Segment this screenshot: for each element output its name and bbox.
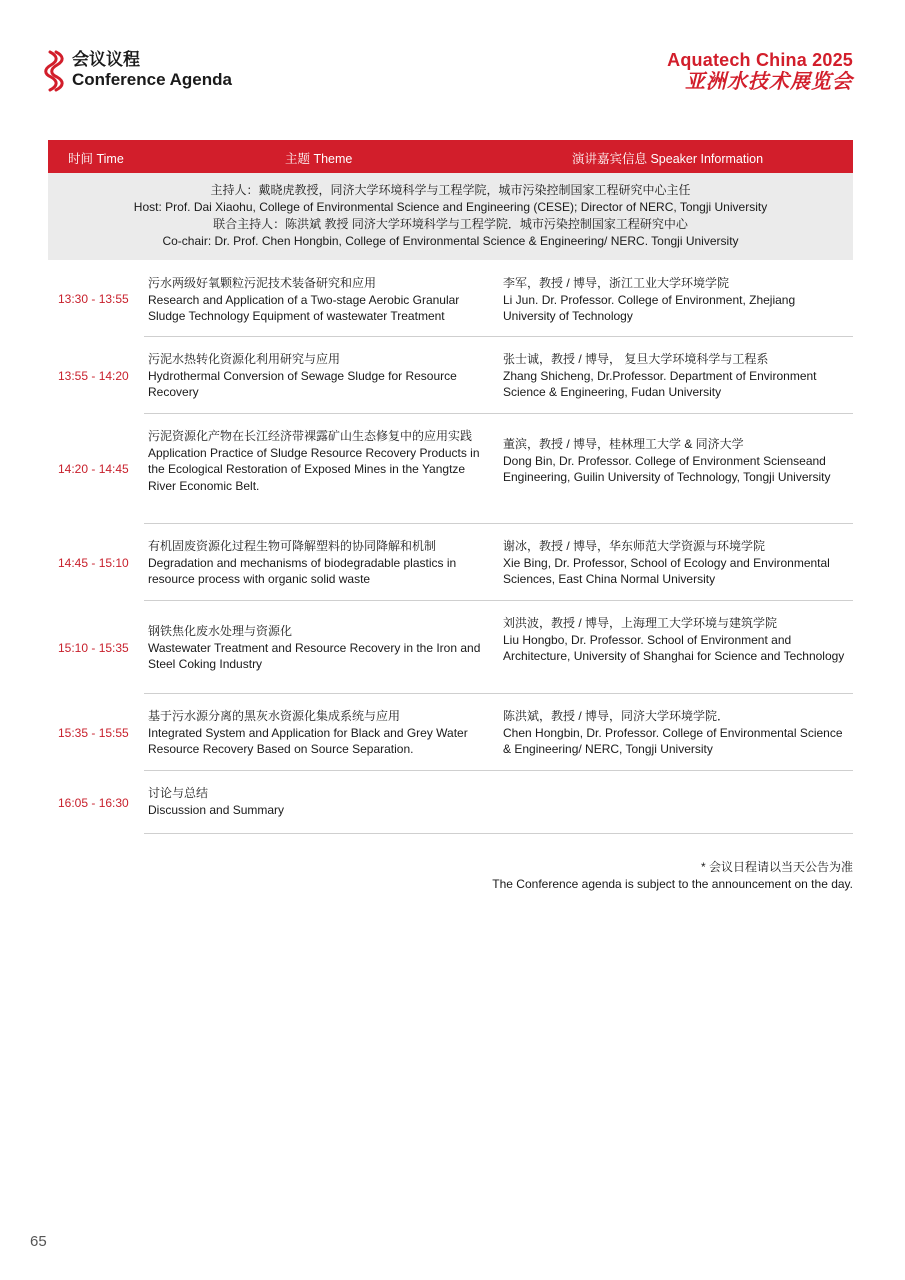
theme-en: Discussion and Summary <box>148 802 285 817</box>
speaker-zh: 谢冰，教授 / 博导，华东师范大学资源与环境学院 <box>503 539 766 553</box>
speaker-en: Xie Bing, Dr. Professor, School of Ecology and Environmental Sciences, East China Normal University <box>503 555 830 586</box>
agenda-row <box>48 524 853 601</box>
page-title-zh: 会议议程 <box>72 50 140 69</box>
theme-zh: 讨论与总结 <box>148 786 209 800</box>
agenda-table-header <box>48 140 853 173</box>
session-speaker <box>503 538 848 588</box>
speaker-zh: 刘洪波，教授 / 博导，上海理工大学环境与建筑学院 <box>503 616 778 630</box>
column-header-time: 时间 Time <box>68 152 124 166</box>
session-theme <box>148 428 493 494</box>
page-heading <box>72 50 232 90</box>
session-theme <box>148 351 493 401</box>
agenda-row <box>48 260 853 337</box>
theme-zh: 有机固废资源化过程生物可降解塑料的协同降解和机制 <box>148 539 437 553</box>
theme-zh: 污泥水热转化资源化利用研究与应用 <box>148 352 341 366</box>
agenda-row <box>48 694 853 771</box>
column-header-speaker: 演讲嘉宾信息 Speaker Information <box>572 152 764 166</box>
theme-en: Hydrothermal Conversion of Sewage Sludge for Resource Recovery <box>148 368 457 399</box>
session-theme <box>148 275 493 325</box>
session-time: 13:30 - 13:55 <box>58 292 129 306</box>
host-line-en: Host: Prof. Dai Xiaohu, College of Environmental Science and Engineering (CESE); Director of NERC, Tongji University <box>133 200 768 214</box>
page-title-en: Conference Agenda <box>72 70 232 89</box>
speaker-zh: 李军，教授 / 博导，浙江工业大学环境学院 <box>503 276 730 290</box>
theme-en: Wastewater Treatment and Resource Recovery in the Iron and Steel Coking Industry <box>148 640 481 671</box>
speaker-zh: 陈洪斌，教授 / 博导，同济大学环境学院． <box>503 709 730 723</box>
session-time: 14:45 - 15:10 <box>58 556 129 570</box>
theme-en: Application Practice of Sludge Resource Recovery Products in the Ecological Restoration of Exposed Mines in the Yangtze River Economic Belt. <box>148 445 480 493</box>
disclaimer-en: The Conference agenda is subject to the announcement on the day. <box>492 877 853 891</box>
cochair-line-en: Co-chair: Dr. Prof. Chen Hongbin, College of Environmental Science & Engineering/ NERC. Tongji University <box>162 234 739 248</box>
speaker-en: Chen Hongbin, Dr. Professor. College of Environmental Science & Engineering/ NERC, Tongji University <box>503 725 843 756</box>
theme-zh: 污水两级好氧颗粒污泥技术装备研究和应用 <box>148 276 377 290</box>
column-header-theme: 主题 Theme <box>285 152 353 166</box>
theme-zh: 污泥资源化产物在长江经济带裸露矿山生态修复中的应用实践 <box>148 429 473 443</box>
speaker-en: Dong Bin, Dr. Professor. College of Environment Scienseand Engineering, Guilin University of Technology, Tongji University <box>503 453 831 484</box>
session-speaker <box>503 615 848 665</box>
session-time: 15:10 - 15:35 <box>58 641 129 655</box>
page-number: 65 <box>30 1233 47 1250</box>
session-time: 15:35 - 15:55 <box>58 726 129 740</box>
speaker-en: Zhang Shicheng, Dr.Professor. Department of Environment Science & Engineering, Fudan University <box>503 368 817 399</box>
host-info-box <box>48 173 853 260</box>
session-theme <box>148 538 493 588</box>
agenda-disclaimer <box>492 859 853 893</box>
logo-mark-icon <box>44 50 64 92</box>
row-divider <box>144 833 853 834</box>
brand-logo <box>667 50 853 94</box>
agenda-row <box>48 601 853 694</box>
theme-en: Research and Application of a Two-stage Aerobic Granular Sludge Technology Equipment of wastewater Treatment <box>148 292 460 323</box>
brand-name-zh: 亚洲水技术展览会 <box>685 71 853 93</box>
session-theme <box>148 708 493 758</box>
session-time: 13:55 - 14:20 <box>58 369 129 383</box>
speaker-zh: 董滨，教授 / 博导，桂林理工大学 & 同济大学 <box>503 437 744 451</box>
agenda-row <box>48 414 853 524</box>
host-line-zh: 主持人：戴晓虎教授，同济大学环境科学与工程学院，城市污染控制国家工程研究中心主任 <box>210 183 691 197</box>
theme-en: Integrated System and Application for Black and Grey Water Resource Recovery Based on Source Separation. <box>148 725 468 756</box>
session-speaker <box>503 351 848 401</box>
session-speaker <box>503 708 848 758</box>
session-theme <box>148 785 493 818</box>
session-speaker <box>503 275 848 325</box>
speaker-en: Li Jun. Dr. Professor. College of Environment, Zhejiang University of Technology <box>503 292 796 323</box>
brand-name-en: Aquatech China 2025 <box>667 50 853 70</box>
theme-zh: 基于污水源分离的黑灰水资源化集成系统与应用 <box>148 709 401 723</box>
theme-zh: 钢铁焦化废水处理与资源化 <box>148 624 293 638</box>
session-speaker <box>503 436 848 486</box>
agenda-row <box>48 771 853 834</box>
disclaimer-zh: * 会议日程请以当天公告为准 <box>700 860 853 874</box>
session-time: 14:20 - 14:45 <box>58 462 129 476</box>
cochair-line-zh: 联合主持人：陈洪斌 教授 同济大学环境科学与工程学院．城市污染控制国家工程研究中心 <box>213 217 688 231</box>
agenda-row <box>48 337 853 414</box>
session-time: 16:05 - 16:30 <box>58 796 129 810</box>
theme-en: Degradation and mechanisms of biodegradable plastics in resource process with organic solid waste <box>148 555 457 586</box>
speaker-en: Liu Hongbo, Dr. Professor. School of Environment and Architecture, University of Shanghai for Science and Technology <box>503 632 845 663</box>
speaker-zh: 张士诚，教授 / 博导， 复旦大学环境科学与工程系 <box>503 352 769 366</box>
session-theme <box>148 623 493 673</box>
